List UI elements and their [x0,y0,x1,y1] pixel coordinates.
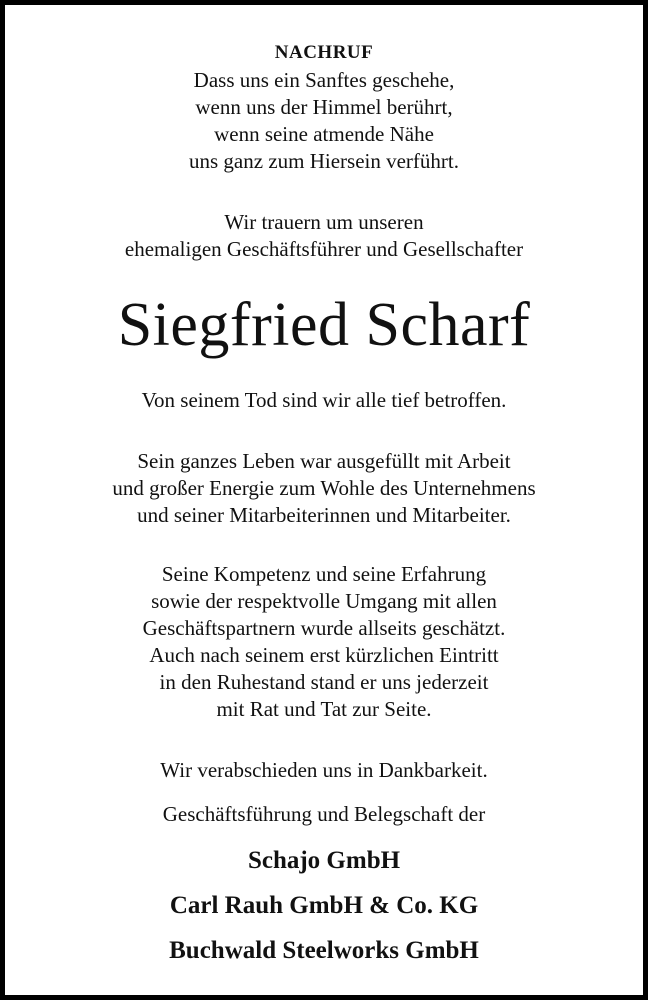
tribute-line: sowie der respektvolle Umgang mit allen [151,589,497,613]
intro-line: ehemaligen Geschäftsführer und Gesellschafter [124,237,524,261]
poem-line: Dass uns ein Sanftes geschehe, [193,68,455,92]
poem-line: wenn seine atmende Nähe [214,122,434,146]
tribute-line: Auch nach seinem erst kürzlichen Eintritt [149,643,499,667]
notice-header: NACHRUF [274,42,374,63]
tribute-line: Geschäftspartnern wurde allseits geschätzt. [142,616,506,640]
tribute-line: in den Ruhestand stand er uns jederzeit [159,670,489,694]
poem-line: uns ganz zum Hiersein verführt. [189,149,459,173]
condolence-line: Von seinem Tod sind wir alle tief betroffen. [141,388,507,412]
company-name: Carl Rauh GmbH & Co. KG [169,892,479,919]
tribute-line: und seiner Mitarbeiterinnen und Mitarbeiter. [137,503,511,527]
poem-line: wenn uns der Himmel berührt, [195,95,453,119]
tribute-line: und großer Energie zum Wohle des Unternehmens [112,476,536,500]
signature-intro: Geschäftsführung und Belegschaft der [162,802,486,826]
company-name: Buchwald Steelworks GmbH [169,937,479,964]
intro-line: Wir trauern um unseren [224,210,424,234]
tribute-line: Sein ganzes Leben war ausgefüllt mit Arbeit [137,449,511,473]
tribute-line: Seine Kompetenz und seine Erfahrung [161,562,487,586]
tribute-line: mit Rat und Tat zur Seite. [216,697,432,721]
farewell-line: Wir verabschieden uns in Dankbarkeit. [160,758,488,782]
deceased-name: Siegfried Scharf [117,291,531,359]
company-name: Schajo GmbH [247,847,401,874]
